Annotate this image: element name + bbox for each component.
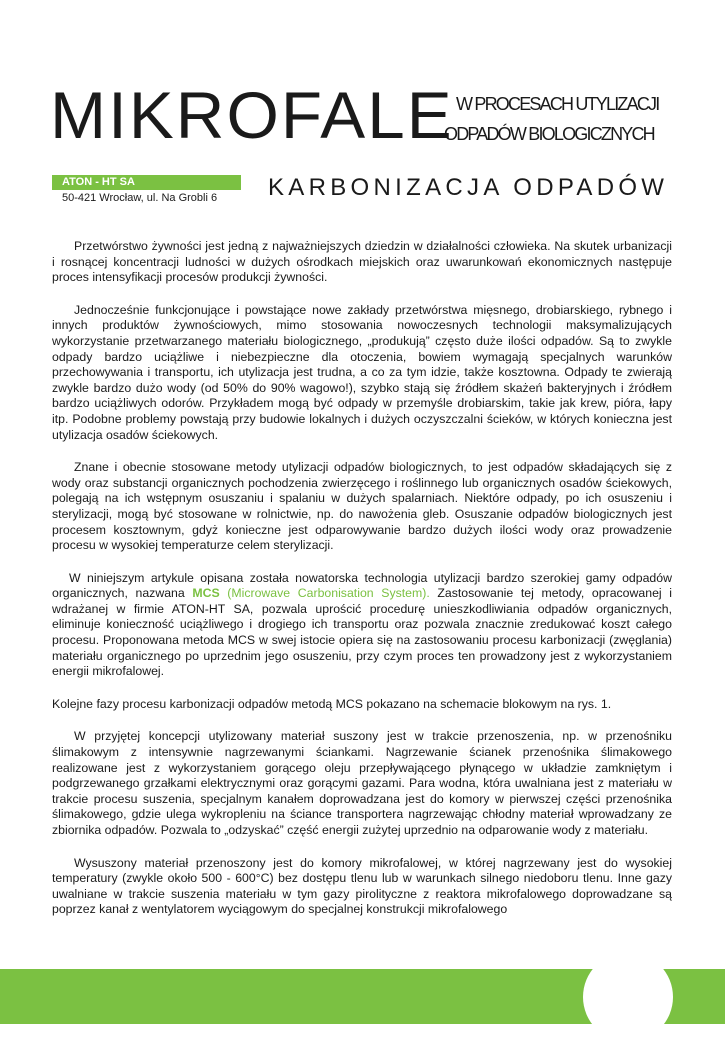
paragraph-7: Wysuszony materiał przenoszony jest do komory mikrofalowej, w której nagrzewany jest do wysokiej temperatury (zwykle około 500 - 600°C) bez dostępu tlenu lub w warunkach silnego niedoboru tlenu. Inne gazy uwalniane w trakcie suszenia materiału w tym gazy pirolityczne z reaktora mikrofalowego doprowadzane są poprzez kanał z wentylatorem wyciągowym do specjalnej konstrukcji mikrofalowego — [52, 855, 672, 917]
paragraph-4 — [52, 571, 672, 680]
mcs-full-name: (Microwave Carbonisation System). — [219, 586, 430, 601]
paragraph-2: Jednocześnie funkcjonujące i powstające nowe zakłady przetwórstwa mięsnego, drobiarskiego, rybnego i innych produktów żywnościowych, mimo stosowania nowoczesnych technologii maksymalizujących wykorzystanie przetwarzanego materiału biologicznego, „produkują” często duże ilości odpadów. Są to zwykle odpady bardzo uciążliwe i niebezpieczne dla otoczenia, bowiem wymagają specjalnych warunków przechowywania i transportu, ich utylizacja jest trudna, a co za tym idzie, także kosztowna. Odpady te zwierają zwykle bardzo dużo wody (od 50% do 90% wagowo!), szybko stają się źródłem skażeń bakteryjnych i źródłem bardzo uciążliwych odorów. Przykładem mogą być odpady w przemyśle drobiarskim, takie jak krew, pióra, łapy itp. Podobne problemy powstają przy budowie lokalnych i dużych oczyszczalni ścieków, w których konieczna jest utylizacja osadów ściekowych. — [52, 302, 672, 442]
paragraph-4-intro: W niniejszym artykule opisana została nowatorska technologia utylizacji bardzo szerokiej gamy odpadów organicznych, nazwana — [52, 570, 672, 601]
page-subtitle-line2: ODPADÓW BIOLOGICZNYCH — [444, 124, 654, 144]
company-address: 50-421 Wrocław, ul. Na Grobli 6 — [62, 192, 218, 204]
footer-circle-decoration — [583, 952, 673, 1042]
company-name-bar: ATON - HT SA — [52, 175, 241, 190]
paragraph-3: Znane i obecnie stosowane metody utylizacji odpadów biologicznych, to jest odpadów składających się z wody oraz substancji organicznych pochodzenia zwierzęcego i roślinnego lub organicznych osadów ściekowych, polegają na ich wstępnym osuszaniu i spalaniu w dużych spalarniach. Niektóre odpady, po ich osuszeniu i sterylizacji, mogą być stosowane w rolnictwie, np. do nawożenia gleb. Osuszanie odpadów biologicznych jest procesem kosztownym, gdyż konieczne jest odparowywanie bardzo dużych ilości wody oraz prowadzenie procesu w wysokiej temperaturze celem sterylizacji. — [52, 460, 672, 553]
paragraph-1: Przetwórstwo żywności jest jedną z najważniejszych dziedzin w działalności człowieka. Na skutek urbanizacji i rosnącej koncentracji ludności w dużych ośrodkach miejskich oraz uwarunkowań ekonomicznych następuje proces intensyfikacji procesów produkcji żywności. — [52, 239, 672, 285]
paragraph-4-rest: Zastosowanie tej metody, opracowanej i wdrażanej w firmie ATON-HT SA, pozwala uprościć procedurę unieszkodliwiania odpadów organicznych, eliminuje konieczność uciążliwego i drogiego ich transportu oraz pozwala znacznie zredukować koszt całego procesu. Proponowana metoda MCS w swej istocie opiera się na zastosowaniu procesu karbonizacji (zwęglania) materiału organicznego po uprzednim jego osuszeniu, przy czym proces ten prowadzony jest z wykorzystaniem energii mikrofalowej. — [52, 586, 672, 679]
paragraph-6: W przyjętej koncepcji utylizowany materiał suszony jest w trakcie przenoszenia, np. w przenośniku ślimakowym z intensywnie nagrzewanymi ściankami. Nagrzewanie ścianek przenośnika ślimakowego realizowane jest z wykorzystaniem gorącego oleju przepływającego płynącego w układzie zamkniętym i podgrzewanego grzałkami elektrycznymi oraz gorącymi gazami. Para wodna, która uwalniana jest z materiału w trakcie procesu suszenia, specjalnym kanałem doprowadzana jest do komory w pierwszej części przenośnika ślimakowego, gdzie ulega wykropleniu na ściance transportera nagrzewając chłodny materiał wprowadzany ze zbiornika odpadów. Pozwala to „odzyskać” część energii zużytej uprzednio na odparowanie wody z materiału. — [52, 729, 672, 837]
section-title: KARBONIZACJA ODPADÓW — [268, 174, 669, 201]
mcs-highlight: MCS — [192, 586, 220, 601]
article-body — [52, 239, 672, 935]
page-title: MIKROFALE — [50, 78, 454, 152]
paragraph-5: Kolejne fazy procesu karbonizacji odpadów metodą MCS pokazano na schemacie blokowym na rys. 1. — [52, 696, 612, 711]
page-subtitle-line1: W PROCESACH UTYLIZACJI — [456, 94, 659, 114]
